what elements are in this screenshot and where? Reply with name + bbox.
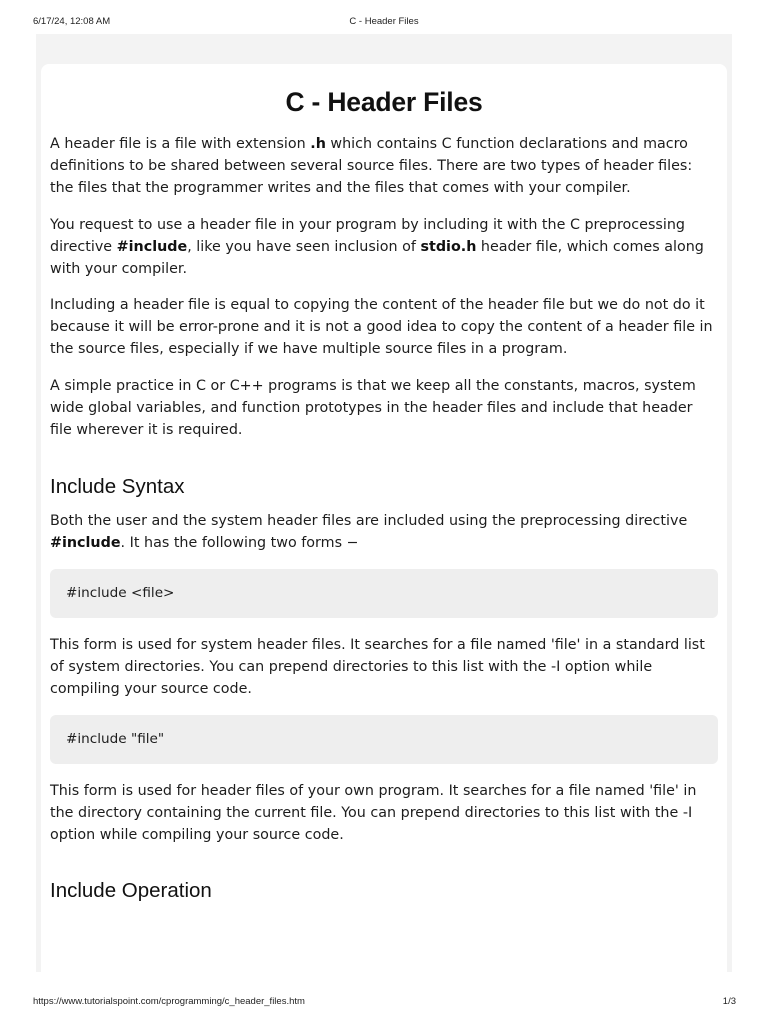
syntax-text-start: Both the user and the system header files are included using the preprocessing directive <box>50 513 688 529</box>
p2-bold-include: #include <box>116 239 188 255</box>
page-url: https://www.tutorialspoint.com/cprogramming/c_header_files.htm <box>33 996 305 1007</box>
include-syntax-heading: Include Syntax <box>50 475 185 498</box>
p2-text-start: You request to use a header file in your program by including it with the C preprocessing directive <box>50 217 685 255</box>
intro-paragraph-4: A simple practice in C or C++ programs is that we keep all the constants, macros, system wide global variables, and function prototypes in the header files and include that header file wherever it is required. <box>50 378 696 438</box>
system-include-description: This form is used for system header files. It searches for a file named 'file' in a standard list of system directories. You can prepend directories to this list with the -I option while compiling your source code. <box>50 637 705 697</box>
article-card <box>41 64 727 972</box>
intro-paragraph-2 <box>50 214 718 280</box>
p2-bold-stdio: stdio.h <box>420 239 477 255</box>
p1-text-end: which contains C function declarations and macro definitions to be shared between several source files. There are two types of header files: the files that the programmer writes and the files that comes with your compiler. <box>50 136 693 196</box>
intro-paragraph-1 <box>50 133 718 199</box>
print-header <box>0 16 768 30</box>
syntax-bold-include: #include <box>50 535 121 551</box>
page-number: 1/3 <box>722 996 736 1007</box>
intro-paragraph-3: Including a header file is equal to copying the content of the header file but we do not do it because it will be error-prone and it is not a good idea to copy the content of a header file in the source files, especially if we have multiple source files in a program. <box>50 297 713 357</box>
include-operation-heading: Include Operation <box>50 879 212 902</box>
syntax-text-end: . It has the following two forms − <box>120 535 359 551</box>
p2-text-end: header file, which comes along with your compiler. <box>50 239 704 277</box>
user-include-description: This form is used for header files of your own program. It searches for a file named 'file' in the directory containing the current file. You can prepend directories to this list with the -I option while compiling your source code. <box>50 783 697 843</box>
p2-text-middle: , like you have seen inclusion of <box>187 239 421 255</box>
page-title: C - Header Files <box>285 87 483 117</box>
code-block-system-include: #include <file> <box>50 569 718 618</box>
print-title: C - Header Files <box>349 16 419 27</box>
p1-text-start: A header file is a file with extension <box>50 136 311 152</box>
print-footer <box>0 996 768 1010</box>
code-block-user-include: #include "file" <box>50 715 718 764</box>
p1-bold-extension: .h <box>310 136 326 152</box>
print-date: 6/17/24, 12:08 AM <box>33 16 111 27</box>
page-background <box>36 34 732 972</box>
include-syntax-paragraph <box>50 510 718 554</box>
